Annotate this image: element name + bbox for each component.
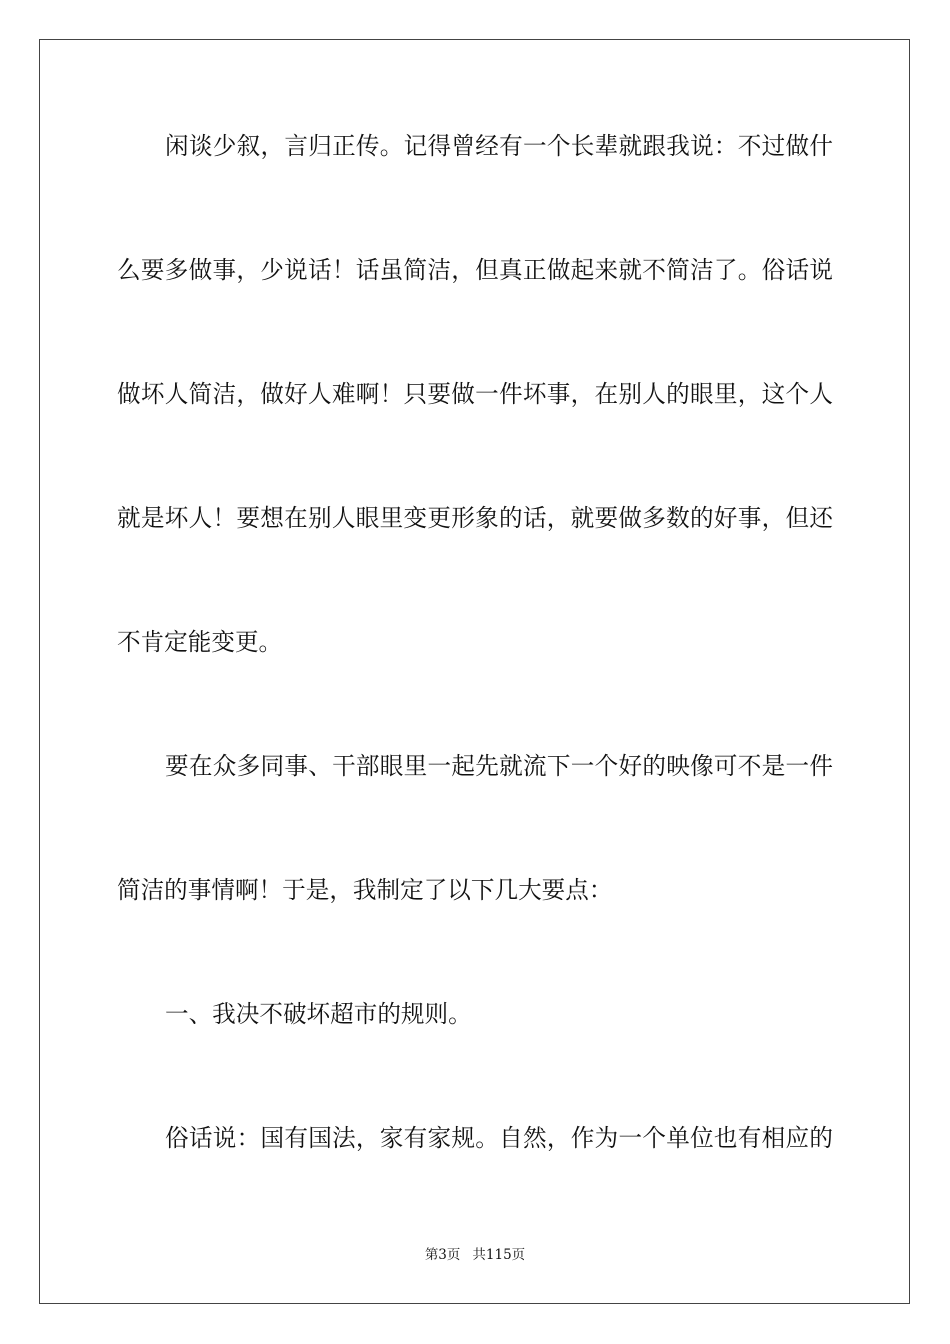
- paragraph-line: 就是坏人！要想在别人眼里变更形象的话，就要做多数的好事，但还: [117, 504, 833, 532]
- paragraph-line: 俗话说：国有国法，家有家规。自然，作为一个单位也有相应的: [165, 1124, 833, 1152]
- paragraph-line: 闲谈少叙，言归正传。记得曾经有一个长辈就跟我说：不过做什: [165, 132, 833, 160]
- paragraph-line: 要在众多同事、干部眼里一起先就流下一个好的映像可不是一件: [165, 752, 833, 780]
- paragraph-line: 简洁的事情啊！于是，我制定了以下几大要点：: [117, 876, 613, 904]
- paragraph-line: 不肯定能变更。: [117, 628, 283, 656]
- page-frame: [39, 39, 910, 1304]
- page-total: 共115页: [472, 1247, 526, 1263]
- page-number: 第3页: [424, 1247, 461, 1263]
- section-heading: 一、我决不破坏超市的规则。: [165, 1000, 472, 1028]
- paragraph-line: 做坏人简洁，做好人难啊！只要做一件坏事，在别人的眼里，这个人: [117, 380, 833, 408]
- paragraph-line: 么要多做事，少说话！话虽简洁，但真正做起来就不简洁了。俗话说: [117, 256, 833, 284]
- page-footer: [0, 1246, 950, 1264]
